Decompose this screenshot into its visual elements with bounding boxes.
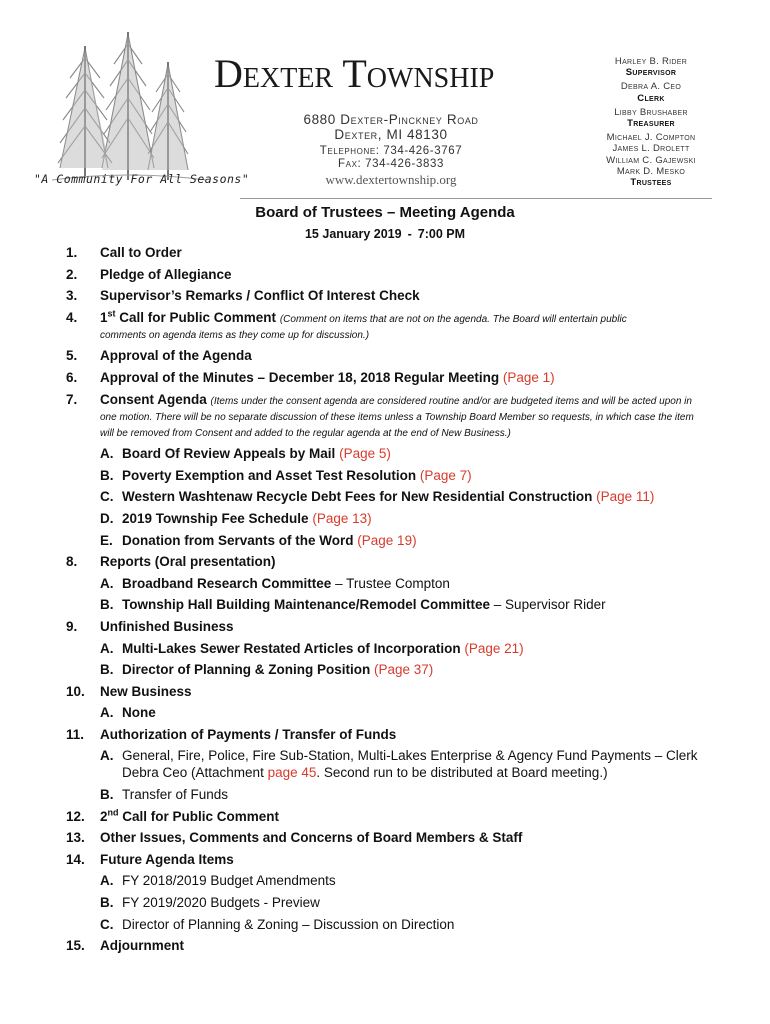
- page-reference-link[interactable]: (Page 13): [312, 510, 372, 526]
- fax: Fax: 734-426-3833: [338, 158, 444, 170]
- agenda-title: Board of Trustees – Meeting Agenda: [255, 204, 515, 221]
- subitem-text: FY 2018/2019 Budget Amendments: [122, 873, 336, 889]
- item-number: 11.: [66, 726, 85, 742]
- agenda-item: [66, 369, 726, 386]
- item-text: [100, 808, 726, 825]
- item-number: 5.: [66, 348, 78, 364]
- item-text: Pledge of Allegiance: [100, 266, 232, 282]
- clerk-name: Debra A. Ceo: [620, 81, 682, 93]
- item-text: Adjournment: [100, 938, 184, 954]
- item-text: Reports (Oral presentation): [100, 554, 276, 570]
- item-note: comments on agenda items as they come up for discussion.): [100, 329, 370, 341]
- subitem-text: Donation from Servants of the Word: [122, 532, 354, 548]
- item-text: Unfinished Business: [100, 618, 234, 634]
- subitem-text: Board Of Review Appeals by Mail: [122, 446, 336, 462]
- item-text: Call to Order: [100, 245, 182, 260]
- trustee-name: William C. Gajewski: [606, 154, 696, 166]
- subitem-letter: C.: [100, 916, 114, 932]
- item-label: Approval of the Minutes – December 18, 2018 Regular Meeting: [100, 369, 500, 385]
- agenda-subitem: [66, 596, 726, 613]
- item-note: will be removed from Consent and added to the regular agenda at the end of New Business.): [100, 427, 511, 439]
- item-number: 10.: [66, 683, 85, 699]
- subitem-line: Debra Ceo (Attachment: [122, 765, 268, 781]
- clerk-role: Clerk: [637, 92, 665, 104]
- page-reference-link[interactable]: (Page 7): [419, 467, 472, 483]
- subitem-text: Western Washtenaw Recycle Debt Fees for New Residential Construction: [122, 489, 593, 505]
- subitem-line: General, Fire, Police, Fire Sub-Station, Multi-Lakes Enterprise & Agency Fund Payments – Clerk: [122, 748, 698, 764]
- item-number: 14.: [66, 851, 85, 867]
- page-reference-link[interactable]: (Page 1): [502, 369, 555, 385]
- agenda-item: [66, 553, 726, 570]
- agenda-item: [66, 726, 726, 743]
- subitem-letter: A.: [100, 640, 114, 656]
- subitem-letter: B.: [100, 597, 114, 613]
- page-reference-link[interactable]: (Page 19): [357, 532, 417, 548]
- agenda-item: [66, 347, 726, 364]
- item-number: 6.: [66, 369, 78, 385]
- trustee-name: Mark D. Mesko: [616, 165, 686, 177]
- subitem-line: . Second run to be distributed at Board meeting.): [316, 765, 608, 781]
- item-number: 1.: [66, 245, 78, 260]
- agenda-subitem: [66, 510, 726, 527]
- subitem-letter: A.: [100, 705, 114, 721]
- agenda-item: [66, 829, 726, 846]
- supervisor-name: Harley B. Rider: [614, 56, 688, 67]
- agenda-subitem: [66, 467, 726, 484]
- agenda-subitem: [66, 704, 726, 721]
- treasurer-role: Treasurer: [627, 118, 675, 130]
- subitem-letter: D.: [100, 510, 114, 526]
- subitem-text: [122, 747, 726, 781]
- agenda-subitem: [66, 916, 726, 933]
- item-note: (Items under the consent agenda are considered routine and/or are budgeted items and will be acted upon in: [210, 395, 692, 407]
- ordinal: 2: [100, 808, 108, 824]
- item-number: 3.: [66, 288, 78, 304]
- subitem-text: Broadband Research Committee: [122, 575, 332, 591]
- agenda-subitem: [66, 488, 726, 505]
- township-motto: "A Community For All Seasons": [34, 172, 250, 186]
- address-line-1: 6880 Dexter-Pinckney Road: [303, 112, 479, 127]
- item-text: [100, 391, 726, 441]
- agenda-subitem: [66, 894, 726, 911]
- ordinal-suffix: st: [107, 308, 116, 319]
- agenda-item: [66, 808, 726, 825]
- header-divider: [240, 198, 712, 199]
- trustee-name: James L. Drolett: [612, 143, 690, 155]
- subitem-letter: A.: [100, 446, 114, 462]
- agenda-subitem: [66, 575, 726, 592]
- subitem-letter: A.: [100, 873, 114, 889]
- meeting-time: 7:00 PM: [417, 227, 466, 241]
- item-text: [100, 309, 726, 343]
- date-separator: -: [407, 227, 412, 241]
- subitem-text: Director of Planning & Zoning Position: [122, 662, 371, 678]
- item-text: New Business: [100, 683, 192, 699]
- item-text: Approval of the Agenda: [100, 348, 252, 364]
- subitem-letter: A.: [100, 748, 114, 764]
- item-number: 9.: [66, 618, 78, 634]
- trustee-name: Michael J. Compton: [606, 132, 696, 144]
- subitem-text: Poverty Exemption and Asset Test Resolution: [122, 467, 417, 483]
- subitem-letter: B.: [100, 662, 114, 678]
- trustees-role: Trustees: [630, 177, 672, 189]
- telephone: Telephone: 734-426-3767: [319, 145, 463, 157]
- page-reference-link[interactable]: (Page 21): [464, 640, 524, 656]
- item-text: Future Agenda Items: [100, 851, 234, 867]
- subitem-letter: B.: [100, 467, 114, 483]
- treasurer-name: Libby Brushaber: [614, 106, 688, 118]
- agenda-item: [66, 851, 726, 868]
- agenda-item: [66, 937, 726, 954]
- agenda-subitem: [66, 532, 726, 549]
- item-number: 15.: [66, 938, 85, 954]
- subitem-text: Township Hall Building Maintenance/Remodel Committee: [122, 597, 491, 613]
- subitem-text: None: [122, 705, 156, 721]
- subitem-letter: C.: [100, 489, 114, 505]
- agenda-item: [66, 287, 726, 304]
- item-number: 7.: [66, 391, 78, 407]
- item-label: Call for Public Comment: [115, 309, 277, 325]
- agenda-items: [66, 244, 726, 959]
- item-number: 4.: [66, 309, 78, 325]
- subitem-presenter: – Supervisor Rider: [490, 597, 606, 613]
- agenda-item: [66, 391, 726, 441]
- subitem-letter: A.: [100, 575, 114, 591]
- township-title: Dexter Township: [214, 51, 495, 96]
- item-note: (Comment on items that are not on the agenda. The Board will entertain public: [279, 313, 627, 325]
- item-number: 8.: [66, 554, 78, 570]
- item-text: [100, 369, 726, 386]
- agenda-item: [66, 309, 726, 343]
- agenda-item: [66, 683, 726, 700]
- page-reference-link[interactable]: page 45: [267, 765, 317, 781]
- agenda-subitem: [66, 640, 726, 657]
- subitem-letter: E.: [100, 532, 113, 548]
- agenda-item: [66, 244, 726, 261]
- agenda-subitem: [66, 747, 726, 781]
- item-text: Supervisor’s Remarks / Conflict Of Interest Check: [100, 288, 420, 304]
- agenda-subitem: [66, 872, 726, 889]
- subitem-text: Transfer of Funds: [122, 787, 229, 803]
- item-label: Call for Public Comment: [118, 808, 280, 824]
- item-note: one motion. There will be no separate discussion of these items unless a Township Board Member so requests, in which case the item: [100, 411, 694, 423]
- address-line-2: Dexter, MI 48130: [334, 127, 448, 142]
- agenda-item: [66, 618, 726, 635]
- agenda-item: [66, 266, 726, 283]
- page-reference-link[interactable]: (Page 11): [596, 489, 655, 505]
- subitem-presenter: – Trustee Compton: [331, 575, 450, 591]
- item-text: Other Issues, Comments and Concerns of Board Members & Staff: [100, 830, 523, 846]
- subitem-letter: B.: [100, 895, 114, 911]
- agenda-subitem: [66, 445, 726, 462]
- pine-trees-logo: [30, 28, 230, 188]
- item-number: 2.: [66, 266, 78, 282]
- agenda-subitem: [66, 786, 726, 803]
- supervisor-role: Supervisor: [625, 67, 677, 79]
- subitem-text: Multi-Lakes Sewer Restated Articles of Incorporation: [122, 640, 461, 656]
- agenda-subitem: [66, 661, 726, 678]
- page-reference-link[interactable]: (Page 37): [374, 662, 434, 678]
- item-text: Authorization of Payments / Transfer of Funds: [100, 726, 397, 742]
- meeting-date: 15 January 2019: [304, 227, 402, 241]
- officials-list: [586, 56, 716, 188]
- item-number: 13.: [66, 830, 85, 846]
- agenda-date-line: [0, 227, 770, 241]
- page-reference-link[interactable]: (Page 5): [339, 446, 391, 462]
- item-label: Consent Agenda: [100, 391, 207, 407]
- website-link[interactable]: www.dextertownship.org: [325, 172, 457, 187]
- item-number: 12.: [66, 808, 85, 824]
- subitem-text: 2019 Township Fee Schedule: [122, 510, 309, 526]
- subitem-letter: B.: [100, 787, 114, 803]
- subitem-text: Director of Planning & Zoning – Discussion on Direction: [122, 916, 455, 932]
- ordinal-suffix: nd: [107, 807, 119, 818]
- subitem-text: FY 2019/2020 Budgets - Preview: [122, 895, 320, 911]
- ordinal: 1: [100, 309, 108, 325]
